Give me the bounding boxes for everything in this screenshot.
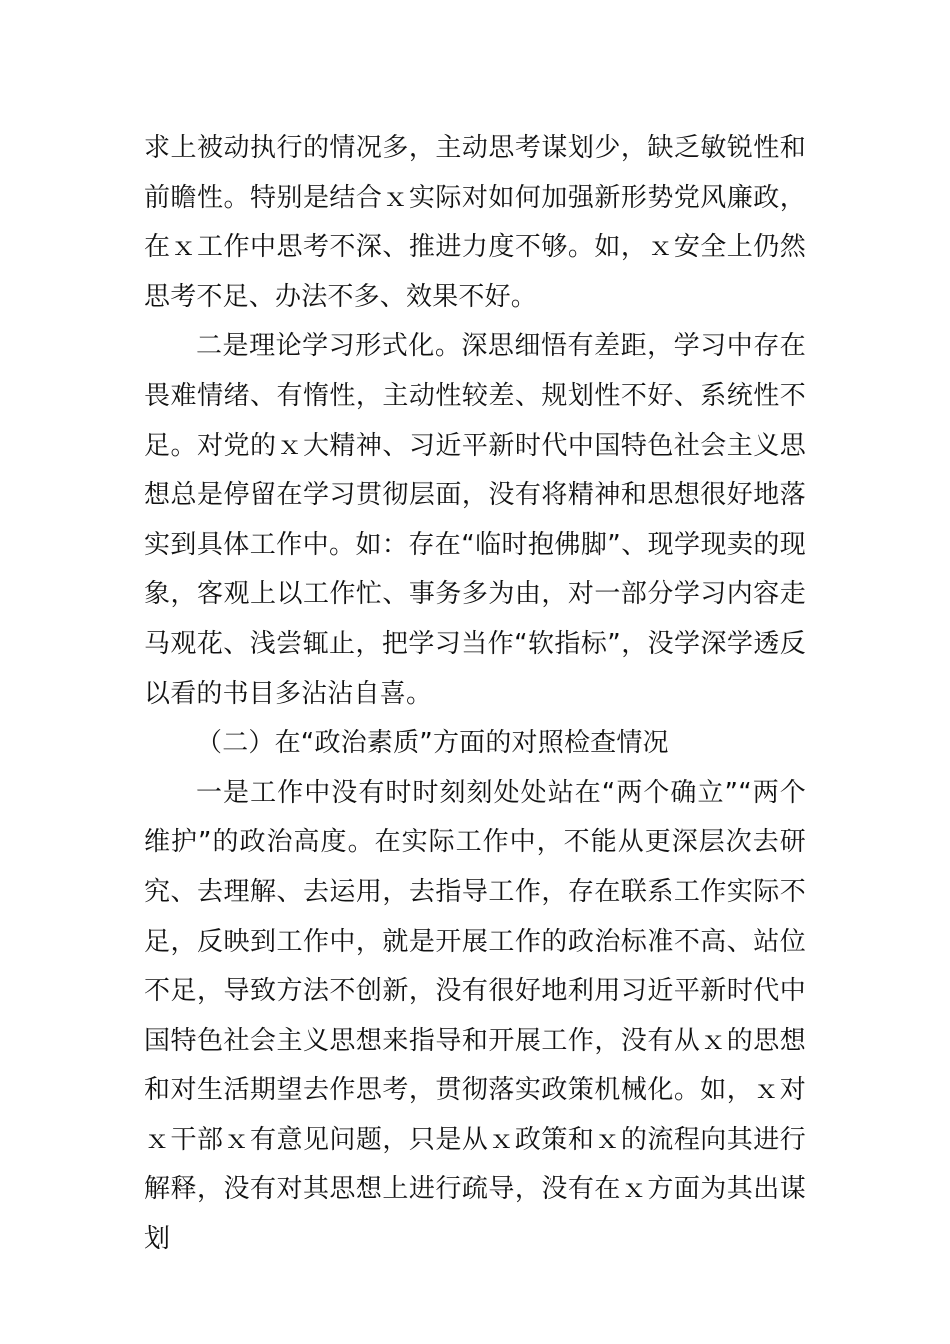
paragraph-political-height: 一是工作中没有时时刻刻处处站在“两个确立”“两个维护”的政治高度。在实际工作中，不能从更深层次去研究、去理解、去运用，去指导工作，存在联系工作实际不足，反映到工作中，就是开展工作的政治标准不高、站位不足，导致方法不创新，没有很好地利用习近平新时代中国特色社会主义思想来指导和开展工作，没有从ｘ的思想和对生活期望去作思考，贯彻落实政策机械化。如，ｘ对ｘ干部ｘ有意见问题，只是从ｘ政策和ｘ的流程向其进行解释，没有对其思想上进行疏导，没有在ｘ方面为其出谋划 — [144, 777, 806, 1255]
document-body — [144, 124, 806, 1265]
paragraph-continued: 求上被动执行的情况多，主动思考谋划少，缺乏敏锐性和前瞻性。特别是结合ｘ实际对如何加强新形势党风廉政，在ｘ工作中思考不深、推进力度不够。如，ｘ安全上仍然思考不足、办法不多、效果不好。 — [144, 133, 806, 312]
paragraph-theory-study: 二是理论学习形式化。深思细悟有差距，学习中存在畏难情绪、有惰性，主动性较差、规划性不好、系统性不足。对党的ｘ大精神、习近平新时代中国特色社会主义思想总是停留在学习贯彻层面，没有将精神和思想很好地落实到具体工作中。如：存在“临时抱佛脚”、现学现卖的现象，客观上以工作忙、事务多为由，对一部分学习内容走马观花、浅尝辄止，把学习当作“软指标”，没学深学透反以看的书目多沾沾自喜。 — [144, 331, 806, 709]
section-heading-political-quality: （二）在“政治素质”方面的对照检查情况 — [196, 728, 669, 759]
